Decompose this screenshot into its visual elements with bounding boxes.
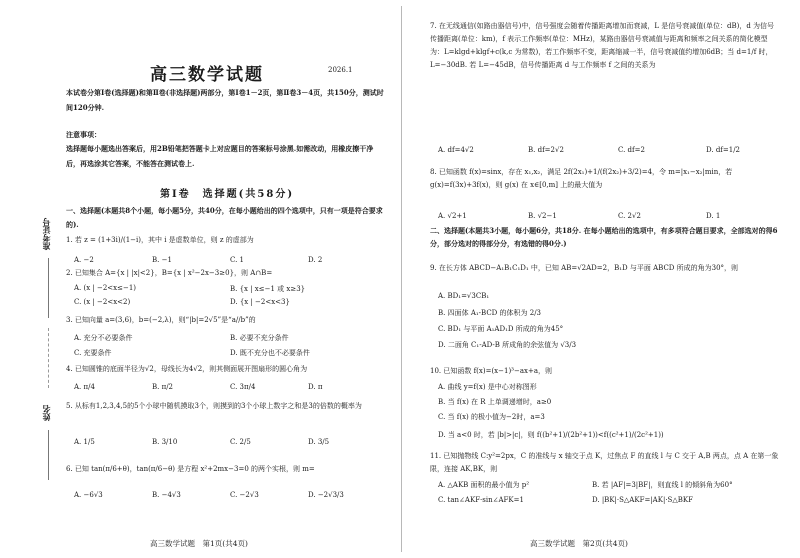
question-4-stem: 4. 已知圆锥的底面半径为√2，母线长为4√2，则其侧面展开图扇形的圆心角为 bbox=[66, 365, 308, 373]
question-11-option-c: C. tan∠AKF·sin∠AFK=1 bbox=[438, 496, 524, 504]
question-6-option-a: A. −6√3 bbox=[74, 491, 103, 499]
page-footer: 高三数学试题 第2页(共4页) bbox=[530, 539, 628, 548]
question-11-stem: 11. 已知抛物线 C:y²=2px，C 的准线与 x 轴交于点 K，过焦点 F 的直线 l 与 C 交于 A,B 两点，点 A 在第一象限，连接 AK,BK，则 bbox=[430, 452, 779, 473]
question-5-option-a: A. 1/5 bbox=[74, 438, 95, 446]
exam-page-2 bbox=[406, 0, 800, 558]
question-9-option-b: B. 四面体 A₁-BCD 的体积为 2/3 bbox=[438, 309, 542, 317]
margin-rule bbox=[48, 430, 49, 480]
question-4-option-d: D. π bbox=[308, 383, 323, 391]
question-2-stem: 2. 已知集合 A={x | |x|<2}，B={x | x²−2x−3≥0}，则 A∩B= bbox=[66, 269, 273, 277]
question-10-option-b: B. 当 f(x) 在 R 上单调递增时，a≥0 bbox=[438, 398, 552, 406]
question-9-option-a: A. BD₁=√3CB₁ bbox=[438, 292, 490, 300]
question-6-option-c: C. −2√3 bbox=[230, 491, 259, 499]
question-3-option-c: C. 充要条件 bbox=[74, 349, 112, 357]
question-2-option-b: B. {x | x≤−1 或 x≥3} bbox=[230, 285, 306, 293]
question-2-option-d: D. {x | −2<x<3} bbox=[230, 298, 290, 306]
question-11-option-b: B. 若 |AF|=3|BF|，则直线 l 的倾斜角为60° bbox=[592, 481, 733, 489]
question-11-option-d: D. |BK|·S△AKF=|AK|·S△BKF bbox=[592, 496, 693, 504]
question-8-option-b: B. √2−1 bbox=[528, 212, 557, 220]
question-1-stem: 1. 若 z = (1+3i)/(1−i)，其中 i 是虚数单位，则 z 的虚部为 bbox=[66, 236, 254, 244]
page-divider bbox=[401, 6, 402, 552]
question-5-stem: 5. 从标有1,2,3,4,5的5个小球中随机摸取3个，则摸到的3个小球上数字之和是3的倍数的概率为 bbox=[66, 402, 362, 410]
name-label: 姓名 bbox=[41, 405, 51, 421]
question-4-option-b: B. π/2 bbox=[152, 383, 174, 391]
margin-rule bbox=[48, 258, 49, 318]
question-9-option-d: D. 二面角 C₁-AD-B 所成角的余弦值为 √3/3 bbox=[438, 341, 577, 349]
exam-instructions: 本试卷分第Ⅰ卷(选择题)和第Ⅱ卷(非选择题)两部分，第Ⅰ卷1－2页，第Ⅱ卷3－4页，共150分，测试时间120分钟. bbox=[66, 88, 384, 112]
question-8-option-a: A. √2+1 bbox=[438, 212, 467, 220]
question-5-option-b: B. 3/10 bbox=[152, 438, 178, 446]
question-8-option-c: C. 2√2 bbox=[618, 212, 641, 220]
question-3-stem: 3. 已知向量 a=(3,6)，b=(−2,λ)，则“|b|=2√5”是“a//b”的 bbox=[66, 316, 256, 324]
part2-heading: 二、选择题(本题共3小题，每小题6分，共18分. 在每小题给出的选项中，有多项符合题目要求，全部选对的得6分，部分选对的得部分分，有选错的得0分.) bbox=[430, 226, 778, 248]
part1-heading: 一、选择题(本题共8个小题，每小题5分，共40分，在每小题给出的四个选项中，只有一项是符合要求的). bbox=[66, 206, 383, 229]
question-7-option-c: C. df=2 bbox=[618, 146, 645, 154]
question-8-option-d: D. 1 bbox=[706, 212, 721, 220]
question-5-option-c: C. 2/5 bbox=[230, 438, 251, 446]
question-3-option-a: A. 充分不必要条件 bbox=[74, 334, 133, 342]
question-10-stem: 10. 已知函数 f(x)=(x−1)³−ax+a，则 bbox=[430, 367, 553, 375]
question-7-stem: 7. 在无线通信(如路由器信号)中，信号强度会随着传播距离增加而衰减，L 是信号衰减值(单位：dB)，d 为信号传播距离(单位：km)，f 表示工作频率(单位：MHz)，某路由器信号衰减值与距离和频率之间关系的简化模型为：L=klgd+klgf+c(k,c 为常数)，若工作频率不变，距离缩减一半，信号衰减值约增加6dB；当 d=1/f 时，L=−30dB. 若 L=−45dB，信号传播距离 d 与工作频率 f 之间的关系为 bbox=[430, 22, 775, 69]
notice-heading: 注意事项： bbox=[66, 130, 101, 139]
question-10-option-c: C. 当 f(x) 的极小值为−2时，a=3 bbox=[438, 413, 545, 421]
question-3-option-b: B. 必要不充分条件 bbox=[230, 334, 289, 342]
question-2-option-c: C. (x | −2<x<2) bbox=[74, 298, 131, 306]
page-footer: 高三数学试题 第1页(共4页) bbox=[150, 539, 248, 548]
question-7-option-a: A. df=4√2 bbox=[438, 146, 474, 154]
notice-text: 选择题每小题选出答案后，用2B铅笔把答题卡上对应题目的答案标号涂黑.如需改动，用橡皮擦干净后，再选涂其它答案，不能答在测试卷上. bbox=[66, 144, 374, 168]
question-3-option-d: D. 既不充分也不必要条件 bbox=[230, 349, 310, 357]
question-9-stem: 9. 在长方体 ABCD−A₁B₁C₁D₁ 中，已知 AB=√2AD=2，B₁D 与平面 ABCD 所成的角为30°，则 bbox=[430, 264, 739, 272]
question-1-option-b: B. −1 bbox=[152, 256, 172, 264]
question-9-option-c: C. BD₁ 与平面 A₁AD₁D 所成的角为45° bbox=[438, 325, 564, 333]
question-7-option-d: D. df=1/2 bbox=[706, 146, 741, 154]
question-10-option-d: D. 当 a<0 时，若 |b|>|c|，则 f((b²+1)/(2b²+1))<f((c²+1)/(2c²+1)) bbox=[438, 431, 664, 439]
seal-line bbox=[48, 328, 49, 388]
question-7-option-b: B. df=2√2 bbox=[528, 146, 564, 154]
question-1-option-a: A. −2 bbox=[74, 256, 94, 264]
exam-date: 2026.1 bbox=[328, 66, 353, 74]
question-6-option-d: D. −2√3/3 bbox=[308, 491, 344, 499]
question-6-stem: 6. 已知 tan(π/6+θ)，tan(π/6−θ) 是方程 x²+2mx−3=0 的两个实根，则 m= bbox=[66, 465, 315, 473]
exam-title: 高三数学试题 bbox=[150, 65, 264, 85]
question-1-option-c: C. 1 bbox=[230, 256, 245, 264]
question-11-option-a: A. △AKB 面积的最小值为 p² bbox=[438, 481, 530, 489]
question-5-option-d: D. 3/5 bbox=[308, 438, 330, 446]
question-6-option-b: B. −4√3 bbox=[152, 491, 181, 499]
question-10-option-a: A. 曲线 y=f(x) 是中心对称图形 bbox=[438, 383, 537, 391]
admission-number-label: 准考证号 bbox=[41, 218, 51, 250]
question-1-option-d: D. 2 bbox=[308, 256, 323, 264]
question-4-option-c: C. 3π/4 bbox=[230, 383, 256, 391]
question-2-option-a: A. (x | −2<x≤−1) bbox=[74, 284, 137, 292]
question-4-option-a: A. π/4 bbox=[74, 383, 95, 391]
section-title: 第Ⅰ卷 选择题(共58分) bbox=[160, 189, 295, 200]
question-8-stem: 8. 已知函数 f(x)=sinx，存在 x₁,x₂，满足 2f(2x₁)+1/(f(2x₂)+3/2)=4，令 m=|x₁−x₂|min，若 g(x)=f(3x)+3f(x)，则 g(x) 在 x∈[0,m] 上的最大值为 bbox=[430, 168, 733, 189]
